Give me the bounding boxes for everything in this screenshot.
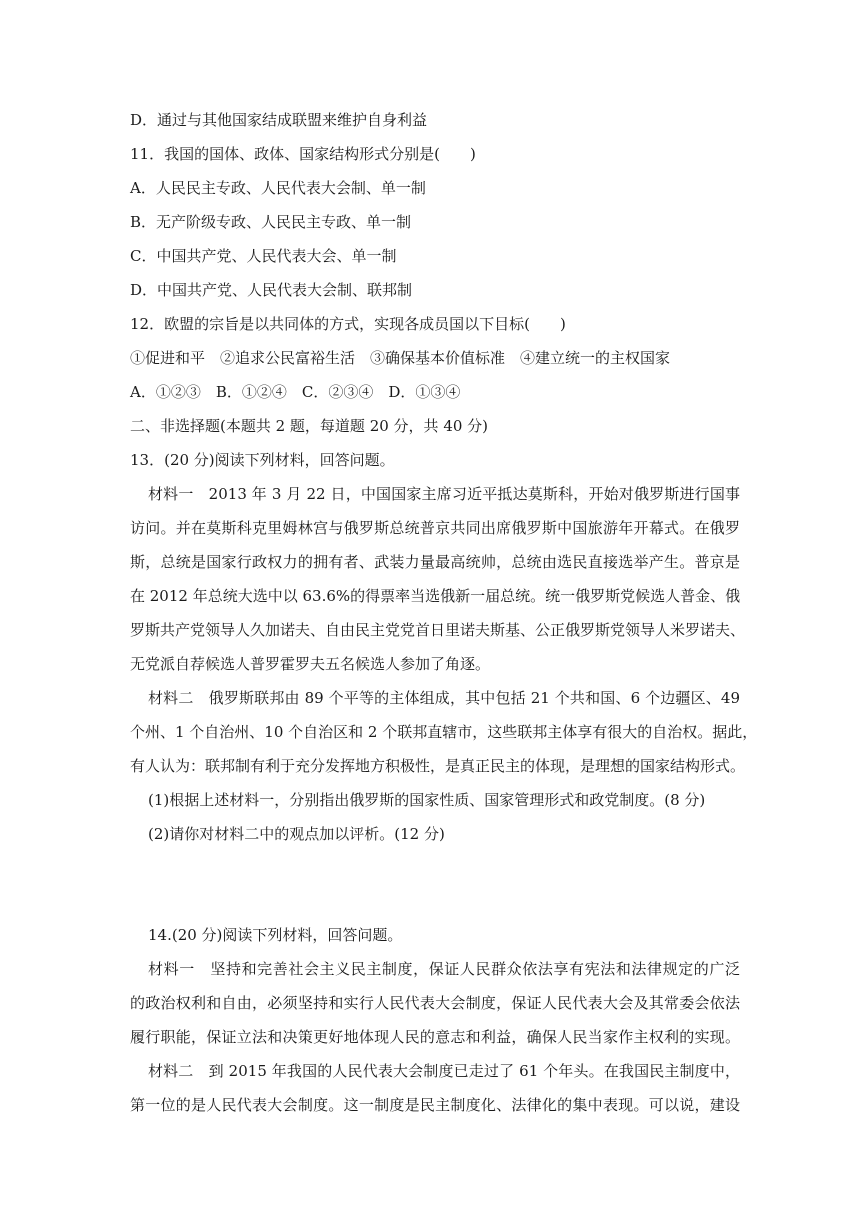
q11-stem: 11．我国的国体、政体、国家结构形式分别是( )	[130, 145, 476, 163]
q13-material2-line3: 有人认为：联邦制有利于充分发挥地方积极性，是真正民主的体现，是理想的国家结构形式。	[130, 757, 746, 775]
q13-subquestion-2: (2)请你对材料二中的观点加以评析。(12 分)	[148, 825, 445, 843]
q14-material2-line2: 第一位的是人民代表大会制度。这一制度是民主制度化、法律化的集中表现。可以说，建设	[130, 1096, 740, 1114]
q13-stem: 13．(20 分)阅读下列材料，回答问题。	[130, 451, 395, 469]
q14-material1-line3: 履行职能，保证立法和决策更好地体现人民的意志和利益，确保人民当家作主权利的实现。	[130, 1028, 740, 1046]
q13-material2-line2: 个州、1 个自治州、10 个自治区和 2 个联邦直辖市，这些联邦主体享有很大的自治权。据此，	[130, 723, 758, 741]
q12-stem: 12．欧盟的宗旨是以共同体的方式，实现各成员国以下目标( )	[130, 315, 566, 333]
q14-material2-line1: 材料二 到 2015 年我国的人民代表大会制度已走过了 61 个年头。在我国民主制度中，	[148, 1062, 740, 1080]
q11-option-c: C．中国共产党、人民代表大会、单一制	[130, 247, 397, 265]
q12-options: A．①②③ B．①②④ C．②③④ D．①③④	[130, 383, 461, 401]
q13-material1-line3: 斯，总统是国家行政权力的拥有者、武装力量最高统帅，总统由选民直接选举产生。普京是	[130, 553, 740, 571]
q13-material1-line2: 访问。并在莫斯科克里姆林宫与俄罗斯总统普京共同出席俄罗斯中国旅游年开幕式。在俄罗	[130, 519, 740, 537]
q13-material1-line5: 罗斯共产党领导人久加诺夫、自由民主党党首日里诺夫斯基、公正俄罗斯党领导人米罗诺夫、	[130, 621, 746, 639]
section-heading: 二、非选择题(本题共 2 题，每道题 20 分，共 40 分)	[130, 417, 489, 435]
q11-option-a: A．人民民主专政、人民代表大会制、单一制	[130, 179, 426, 197]
q13-material1-line6: 无党派自荐候选人普罗霍罗夫五名候选人参加了角逐。	[130, 655, 491, 673]
q11-option-d: D．中国共产党、人民代表大会制、联邦制	[130, 281, 413, 299]
q14-material1-line1: 材料一 坚持和完善社会主义民主制度，保证人民群众依法享有宪法和法律规定的广泛	[148, 960, 740, 978]
q11-option-b: B．无产阶级专政、人民民主专政、单一制	[130, 213, 412, 231]
q13-material1-line1: 材料一 2013 年 3 月 22 日，中国国家主席习近平抵达莫斯科，开始对俄罗斯进行国事	[148, 485, 740, 503]
q13-material2-line1: 材料二 俄罗斯联邦由 89 个平等的主体组成，其中包括 21 个共和国、6 个边疆区、49	[148, 689, 740, 707]
q14-stem: 14.(20 分)阅读下列材料，回答问题。	[148, 926, 403, 944]
q13-subquestion-1: (1)根据上述材料一，分别指出俄罗斯的国家性质、国家管理形式和政党制度。(8 分)	[148, 791, 706, 809]
q14-material1-line2: 的政治权利和自由，必须坚持和实行人民代表大会制度，保证人民代表大会及其常委会依法	[130, 994, 740, 1012]
q10-option-d: D．通过与其他国家结成联盟来维护自身利益	[130, 111, 428, 129]
q13-material1-line4: 在 2012 年总统大选中以 63.6%的得票率当选俄新一届总统。统一俄罗斯党候选人普金、俄	[130, 587, 741, 605]
q12-statements: ①促进和平 ②追求公民富裕生活 ③确保基本价值标准 ④建立统一的主权国家	[130, 349, 671, 367]
